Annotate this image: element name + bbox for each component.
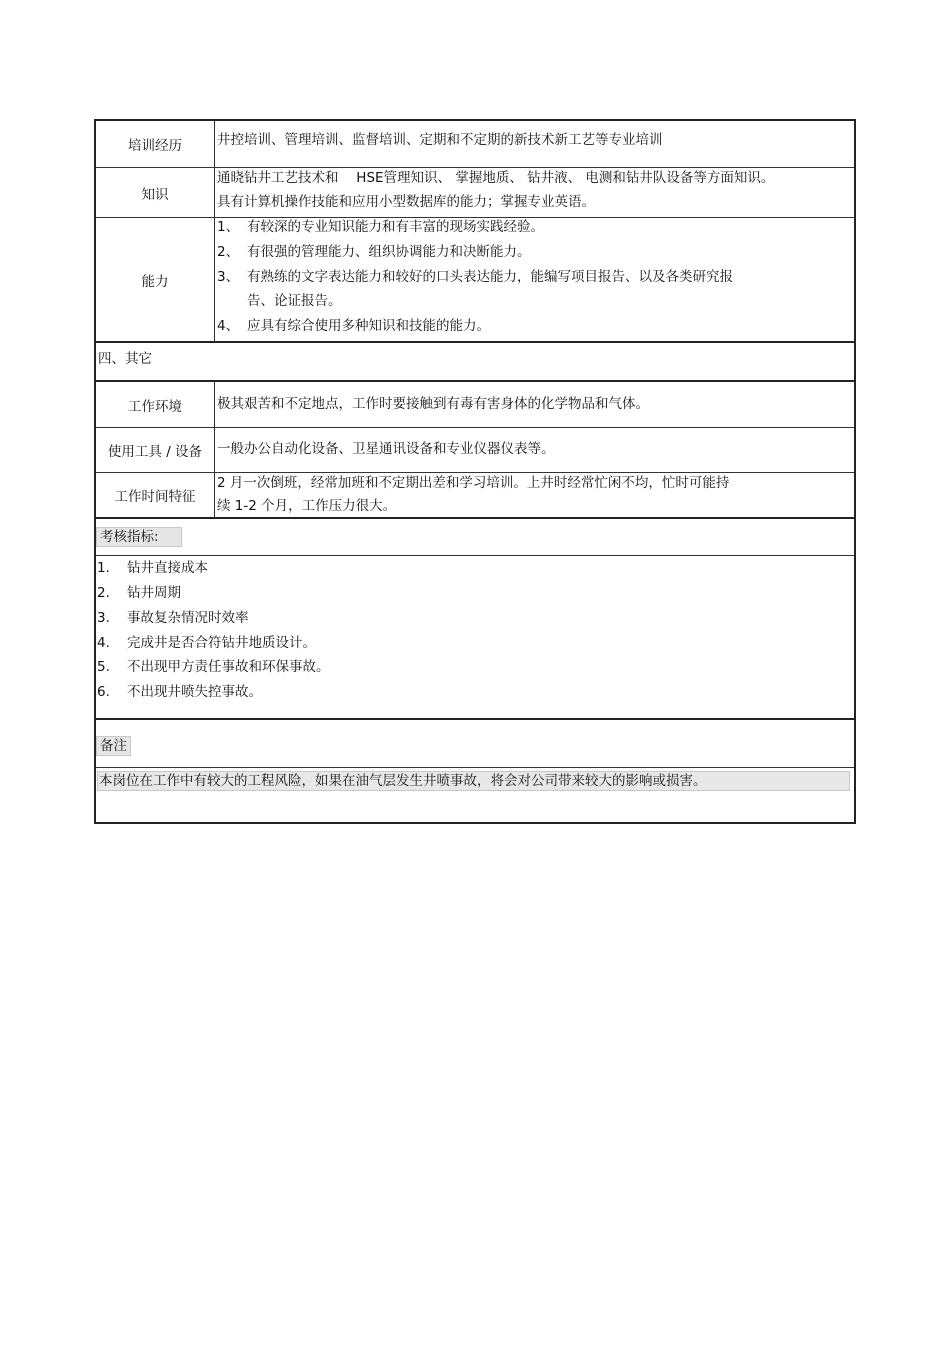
ability-item: 1、 有较深的专业知识能力和有丰富的现场实践经验。 <box>217 219 544 235</box>
section-divider <box>96 718 854 720</box>
training-text: 井控培训、管理培训、监督培训、定期和不定期的新技术新工艺等专业培训 <box>217 132 663 148</box>
knowledge-label: 知识 <box>141 186 169 203</box>
ability-label: 能力 <box>141 274 169 290</box>
kpi-item: 2. 钻井周期 <box>97 585 181 601</box>
ability-item-continued: 告、论证报告。 <box>247 293 342 309</box>
kpi-item: 3. 事故复杂情况时效率 <box>97 610 249 626</box>
ability-item: 3、 有熟练的文字表达能力和较好的口头表达能力，能编写项目报告、以及各类研究报 <box>217 269 733 285</box>
worktime-line-1: 2 月一次倒班，经常加班和不定期出差和学习培训。上井时经常忙闲不均，忙时可能持 <box>217 475 730 491</box>
row-divider <box>96 767 854 768</box>
kpi-item: 1. 钻井直接成本 <box>97 560 208 576</box>
kpi-item: 5. 不出现甲方责任事故和环保事故。 <box>97 659 330 675</box>
kpi-item: 6. 不出现井喷失控事故。 <box>97 684 262 700</box>
tools-text: 一般办公自动化设备、卫星通讯设备和专业仪器仪表等。 <box>217 441 555 457</box>
remarks-title: 备注 <box>96 736 131 756</box>
row-divider <box>96 555 854 556</box>
ability-item: 2、 有很强的管理能力、组织协调能力和决断能力。 <box>217 244 531 260</box>
tools-label: 使用工具 / 设备 <box>107 444 203 460</box>
training-label: 培训经历 <box>128 138 182 154</box>
job-description-table <box>94 119 856 824</box>
section-other-title: 四、其它 <box>98 351 152 367</box>
section-divider <box>96 517 854 519</box>
knowledge-line-2: 具有计算机操作技能和应用小型数据库的能力；掌握专业英语。 <box>217 194 595 210</box>
section-divider <box>96 341 854 343</box>
environment-text: 极其艰苦和不定地点，工作时要接触到有毒有害身体的化学物品和气体。 <box>217 396 649 412</box>
ability-item: 4、 应具有综合使用多种知识和技能的能力。 <box>217 318 490 334</box>
worktime-line-2: 续 1-2 个月，工作压力很大。 <box>217 498 397 514</box>
label-column-divider-lower <box>214 381 215 517</box>
kpi-title: 考核指标: <box>96 527 182 547</box>
label-column-divider <box>214 121 215 342</box>
remarks-text: 本岗位在工作中有较大的工程风险，如果在油气层发生井喷事故，将会对公司带来较大的影响或损害。 <box>97 771 850 791</box>
worktime-label: 工作时间特征 <box>114 489 196 505</box>
knowledge-line-1: 通晓钻井工艺技术和 HSE管理知识、 掌握地质、 钻井液、 电测和钻井队设备等方面知识。 <box>217 170 775 186</box>
kpi-item: 4. 完成井是否合符钻井地质设计。 <box>97 635 316 651</box>
environment-label: 工作环境 <box>128 398 182 415</box>
